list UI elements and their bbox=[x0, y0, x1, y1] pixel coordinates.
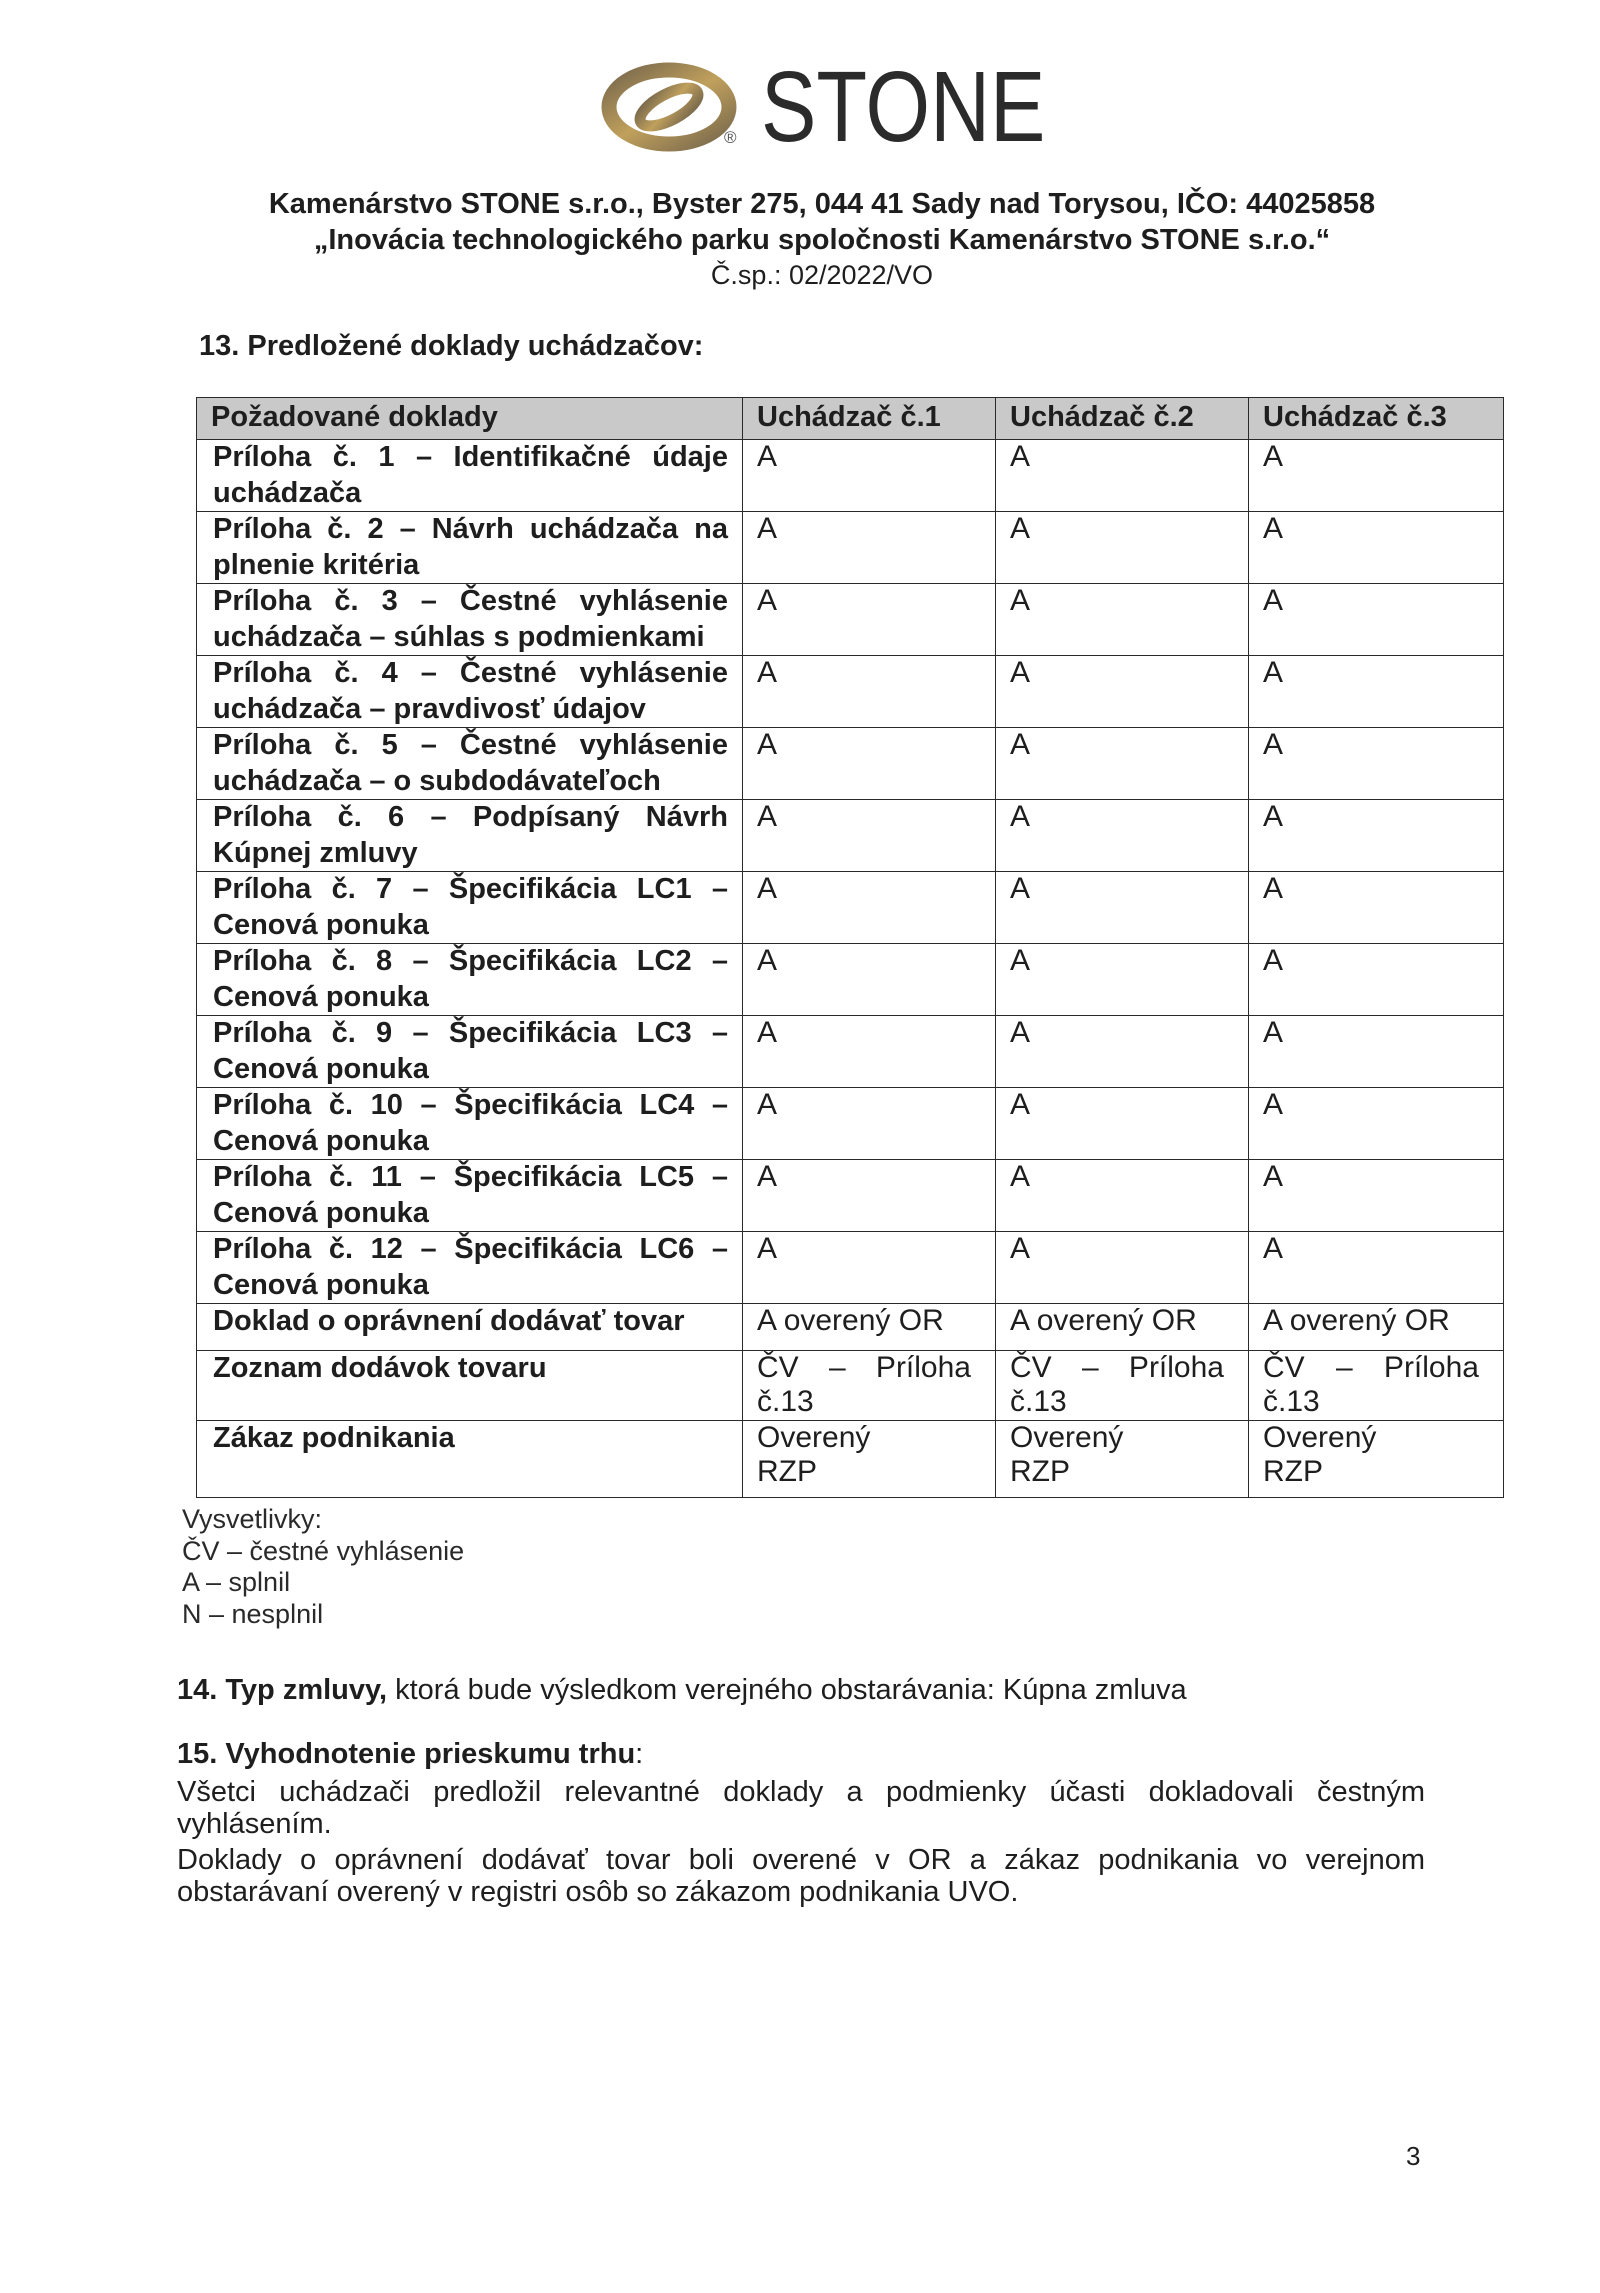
result-value: A bbox=[757, 1088, 778, 1121]
document-name-cell: Zoznam dodávok tovaru bbox=[197, 1351, 743, 1421]
column-header-bidder-3: Uchádzač č.3 bbox=[1249, 398, 1504, 440]
result-value: A bbox=[757, 1160, 778, 1193]
table-row bbox=[197, 1351, 1504, 1421]
document-name-cell: Príloha č. 9 – Špecifikácia LC3 – Cenová ponuka bbox=[197, 1016, 743, 1088]
bidder-2-result-cell bbox=[996, 728, 1249, 800]
document-name-cell: Príloha č. 10 – Špecifikácia LC4 – Cenová ponuka bbox=[197, 1088, 743, 1160]
result-value: A overený OR bbox=[1010, 1304, 1197, 1337]
result-value: A bbox=[757, 512, 778, 545]
result-value: A bbox=[1263, 1160, 1284, 1193]
bidder-3-result-cell bbox=[1249, 728, 1504, 800]
result-value: A bbox=[1010, 728, 1031, 761]
bidder-2-result-cell bbox=[996, 1016, 1249, 1088]
bidder-3-result-cell bbox=[1249, 656, 1504, 728]
result-value: A bbox=[1263, 944, 1284, 977]
result-value: ČV – Príloha č.13 bbox=[1010, 1351, 1224, 1418]
result-value: A bbox=[1263, 1088, 1284, 1121]
table-row bbox=[197, 872, 1504, 944]
result-value: A bbox=[757, 1016, 778, 1049]
result-value: A bbox=[1263, 512, 1284, 545]
document-name-cell: Príloha č. 11 – Špecifikácia LC5 – Cenová ponuka bbox=[197, 1160, 743, 1232]
bidder-1-result-cell bbox=[743, 1232, 996, 1304]
result-value: A bbox=[1010, 1088, 1031, 1121]
result-value: A bbox=[757, 656, 778, 689]
result-value: A bbox=[757, 584, 778, 617]
submitted-documents-table bbox=[196, 397, 1504, 1498]
evaluation-paragraph: Doklady o oprávnení dodávať tovar boli overené v OR a zákaz podnikania vo verejnom obstarávaní overený v registri osôb so zákazom podnikania UVO. bbox=[177, 1844, 1425, 1908]
bidder-1-result-cell bbox=[743, 800, 996, 872]
table-row bbox=[197, 1232, 1504, 1304]
result-value: Overený RZP bbox=[757, 1421, 871, 1488]
section-14 bbox=[177, 1674, 1187, 1706]
bidder-2-result-cell bbox=[996, 656, 1249, 728]
result-value: A bbox=[1010, 512, 1031, 545]
bidder-1-result-cell bbox=[743, 1304, 996, 1351]
legend-item: A – splnil bbox=[182, 1567, 291, 1597]
bidder-1-result-cell bbox=[743, 1351, 996, 1421]
section-15-body bbox=[177, 1776, 1425, 1908]
result-value: A bbox=[1010, 800, 1031, 833]
document-name-cell: Príloha č. 3 – Čestné vyhlásenie uchádzača – súhlas s podmienkami bbox=[197, 584, 743, 656]
bidder-3-result-cell bbox=[1249, 440, 1504, 512]
table-row bbox=[197, 1016, 1504, 1088]
bidder-2-result-cell bbox=[996, 1304, 1249, 1351]
bidder-2-result-cell bbox=[996, 1160, 1249, 1232]
bidder-2-result-cell bbox=[996, 440, 1249, 512]
document-name-cell: Príloha č. 12 – Špecifikácia LC6 – Cenová ponuka bbox=[197, 1232, 743, 1304]
result-value: A bbox=[1010, 944, 1031, 977]
section-15-heading bbox=[177, 1738, 643, 1770]
bidder-1-result-cell bbox=[743, 1421, 996, 1498]
table-row bbox=[197, 584, 1504, 656]
result-value: A bbox=[757, 1232, 778, 1265]
registered-mark: ® bbox=[724, 128, 737, 147]
result-value: A bbox=[757, 728, 778, 761]
result-value: A bbox=[1010, 584, 1031, 617]
bidder-3-result-cell bbox=[1249, 872, 1504, 944]
result-value: A bbox=[1010, 872, 1031, 905]
document-name-cell: Príloha č. 2 – Návrh uchádzača na plnenie kritéria bbox=[197, 512, 743, 584]
table-row bbox=[197, 1160, 1504, 1232]
bidder-2-result-cell bbox=[996, 1232, 1249, 1304]
result-value: A overený OR bbox=[757, 1304, 944, 1337]
result-value: A bbox=[757, 440, 778, 473]
company-line: Kamenárstvo STONE s.r.o., Byster 275, 044 41 Sady nad Torysou, IČO: 44025858 bbox=[268, 188, 1376, 220]
bidder-3-result-cell bbox=[1249, 944, 1504, 1016]
bidder-1-result-cell bbox=[743, 656, 996, 728]
document-name-cell: Príloha č. 4 – Čestné vyhlásenie uchádzača – pravdivosť údajov bbox=[197, 656, 743, 728]
document-name-cell: Príloha č. 7 – Špecifikácia LC1 – Cenová ponuka bbox=[197, 872, 743, 944]
table-row bbox=[197, 1304, 1504, 1351]
bidder-1-result-cell bbox=[743, 440, 996, 512]
result-value: A overený OR bbox=[1263, 1304, 1450, 1337]
document-name-cell: Zákaz podnikania bbox=[197, 1421, 743, 1498]
result-value: A bbox=[757, 872, 778, 905]
section-13-heading: 13. Predložené doklady uchádzačov: bbox=[199, 330, 704, 362]
result-value: A bbox=[1010, 440, 1031, 473]
document-name-cell: Príloha č. 8 – Špecifikácia LC2 – Cenová ponuka bbox=[197, 944, 743, 1016]
bidder-1-result-cell bbox=[743, 944, 996, 1016]
page-number: 3 bbox=[1406, 2141, 1421, 2171]
document-name-cell: Príloha č. 6 – Podpísaný Návrh Kúpnej zmluvy bbox=[197, 800, 743, 872]
column-header-bidder-2: Uchádzač č.2 bbox=[996, 398, 1249, 440]
stone-logo-icon bbox=[597, 60, 743, 154]
bidder-1-result-cell bbox=[743, 512, 996, 584]
bidder-3-result-cell bbox=[1249, 1421, 1504, 1498]
result-value: A bbox=[757, 944, 778, 977]
project-title: „Inovácia technologického parku spoločnosti Kamenárstvo STONE s.r.o.“ bbox=[313, 224, 1331, 256]
result-value: A bbox=[1263, 800, 1284, 833]
table-row bbox=[197, 1088, 1504, 1160]
legend-item: ČV – čestné vyhlásenie bbox=[182, 1535, 465, 1566]
result-value: A bbox=[1263, 728, 1284, 761]
bidder-2-result-cell bbox=[996, 584, 1249, 656]
bidder-3-result-cell bbox=[1249, 800, 1504, 872]
bidder-1-result-cell bbox=[743, 872, 996, 944]
bidder-3-result-cell bbox=[1249, 1160, 1504, 1232]
table-row bbox=[197, 440, 1504, 512]
legend-item: N – nesplnil bbox=[182, 1598, 324, 1629]
column-header-required-documents: Požadované doklady bbox=[197, 398, 743, 440]
brand-wordmark: STONE bbox=[761, 51, 1046, 163]
result-value: A bbox=[1263, 872, 1284, 905]
bidder-2-result-cell bbox=[996, 512, 1249, 584]
bidder-3-result-cell bbox=[1249, 1088, 1504, 1160]
bidder-3-result-cell bbox=[1249, 1016, 1504, 1088]
result-value: A bbox=[757, 800, 778, 833]
bidder-3-result-cell bbox=[1249, 1351, 1504, 1421]
section-14-label: 14. Typ zmluvy, bbox=[177, 1674, 388, 1706]
result-value: ČV – Príloha č.13 bbox=[1263, 1351, 1479, 1418]
table-body bbox=[197, 440, 1504, 1498]
bidder-2-result-cell bbox=[996, 1088, 1249, 1160]
bidder-1-result-cell bbox=[743, 1088, 996, 1160]
bidder-2-result-cell bbox=[996, 1351, 1249, 1421]
document-header bbox=[44, 186, 1600, 292]
result-value: A bbox=[1263, 1016, 1284, 1049]
document-name-cell: Doklad o oprávnení dodávať tovar bbox=[197, 1304, 743, 1351]
table-row bbox=[197, 728, 1504, 800]
result-value: A bbox=[1263, 1232, 1284, 1265]
column-header-bidder-1: Uchádzač č.1 bbox=[743, 398, 996, 440]
table-row bbox=[197, 1421, 1504, 1498]
result-value: A bbox=[1263, 440, 1284, 473]
bidder-3-result-cell bbox=[1249, 584, 1504, 656]
bidder-3-result-cell bbox=[1249, 1304, 1504, 1351]
bidder-3-result-cell bbox=[1249, 512, 1504, 584]
table-row bbox=[197, 656, 1504, 728]
bidder-1-result-cell bbox=[743, 728, 996, 800]
document-name-cell: Príloha č. 5 – Čestné vyhlásenie uchádzača – o subdodávateľoch bbox=[197, 728, 743, 800]
result-value: A bbox=[1010, 1160, 1031, 1193]
bidder-2-result-cell bbox=[996, 944, 1249, 1016]
section-14-text: ktorá bude výsledkom verejného obstarávania: Kúpna zmluva bbox=[395, 1674, 1187, 1706]
table-row bbox=[197, 800, 1504, 872]
table-row bbox=[197, 512, 1504, 584]
result-value: A bbox=[1010, 1232, 1031, 1265]
reference-number: Č.sp.: 02/2022/VO bbox=[710, 260, 934, 290]
bidder-2-result-cell bbox=[996, 1421, 1249, 1498]
evaluation-paragraph: Všetci uchádzači predložil relevantné doklady a podmienky účasti dokladovali čestným vyhlásením. bbox=[177, 1776, 1425, 1840]
section-15-colon: : bbox=[635, 1738, 644, 1770]
legend bbox=[182, 1504, 464, 1630]
table-header-row bbox=[197, 398, 1504, 440]
result-value: A bbox=[1263, 584, 1284, 617]
bidder-1-result-cell bbox=[743, 584, 996, 656]
bidder-3-result-cell bbox=[1249, 1232, 1504, 1304]
bidder-2-result-cell bbox=[996, 872, 1249, 944]
bidder-1-result-cell bbox=[743, 1160, 996, 1232]
bidder-1-result-cell bbox=[743, 1016, 996, 1088]
section-15-title: 15. Vyhodnotenie prieskumu trhu bbox=[177, 1738, 636, 1770]
result-value: Overený RZP bbox=[1263, 1421, 1377, 1488]
table-row bbox=[197, 944, 1504, 1016]
table-header bbox=[197, 398, 1504, 440]
result-value: A bbox=[1263, 656, 1284, 689]
document-name-cell: Príloha č. 1 – Identifikačné údaje uchádzača bbox=[197, 440, 743, 512]
legend-title: Vysvetlivky: bbox=[182, 1504, 323, 1534]
result-value: Overený RZP bbox=[1010, 1421, 1124, 1488]
result-value: A bbox=[1010, 656, 1031, 689]
bidder-2-result-cell bbox=[996, 800, 1249, 872]
result-value: A bbox=[1010, 1016, 1031, 1049]
result-value: ČV – Príloha č.13 bbox=[757, 1351, 971, 1418]
